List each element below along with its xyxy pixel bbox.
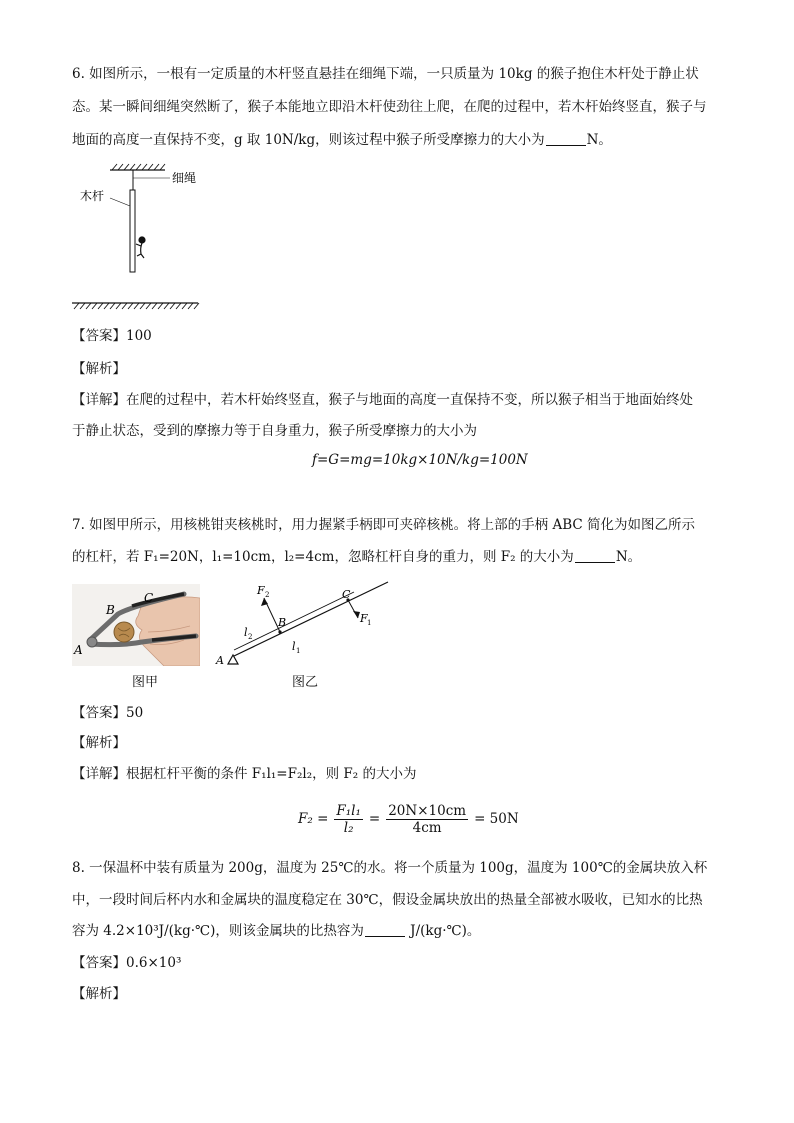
q6-text-line3	[72, 130, 722, 150]
q8-text-line3: 容为 4.2×10³J/(kg·℃)，则该金属块的比热容为 J/(kg·℃)。	[72, 923, 481, 939]
q6-text-line2: 态。某一瞬间细绳突然断了，猴子本能地立即沿木杆使劲往上爬，在爬的过程中，若木杆始终竖直，猴子与	[72, 99, 707, 115]
q8-text-line1: 8. 一保温杯中装有质量为 200g，温度为 25℃的水。将一个质量为 100g，温度为 100℃的金属块放入杯	[72, 860, 708, 876]
q6-monkey-pole-figure	[70, 158, 220, 308]
q6-label-rope: 细绳	[172, 171, 197, 185]
q8-answer-value: 0.6×10³	[126, 955, 182, 971]
q7-caption-a: 图甲	[132, 675, 159, 690]
q7-fig-b-label-l2-sub: 2	[248, 633, 253, 641]
q7-fig-b-label-A: A	[216, 654, 224, 667]
q6-answer-row	[72, 326, 722, 346]
q6-detail-line2: 于静止状态，受到的摩擦力等于自身重力，猴子所受摩擦力的大小为	[72, 423, 477, 439]
q8-answer-blank	[365, 922, 405, 937]
q7-fig-a-label-B: B	[106, 603, 115, 617]
q6-text-unit: N。	[586, 132, 612, 148]
q7-eq-fraction-1: $\frac{\text{F₁l₁}}{\text{l₂}}$	[336, 802, 361, 836]
q7-fig-b-label-C: C	[342, 588, 351, 601]
q7-eq-lhs: F₂ =	[298, 811, 329, 827]
q6-ground-figure	[70, 300, 202, 310]
q7-eq-result: = 50N	[474, 811, 519, 827]
q7-analysis-label: 【解析】	[72, 735, 126, 751]
q7-fig-b-label-l1-sub: 1	[296, 647, 301, 655]
q6-text-line3-main: 地面的高度一直保持不变，g 取 10N/kg，则该过程中猴子所受摩擦力的大小为	[72, 132, 545, 148]
monkey-icon	[136, 237, 145, 258]
q7-fig-a-label-C: C	[144, 591, 154, 605]
q6-answer-label: 【答案】	[72, 328, 126, 344]
q8-analysis-label: 【解析】	[72, 986, 126, 1002]
q6-label-pole: 木杆	[80, 189, 105, 203]
q7-fig-b-label-F1-sub: 1	[367, 619, 372, 627]
q7-fig-b-label-l2: l	[244, 626, 248, 639]
q6-analysis-label: 【解析】	[72, 361, 126, 377]
q7-answer-value: 50	[126, 705, 144, 721]
q7-answer-label: 【答案】	[72, 705, 126, 721]
q7-equation	[298, 798, 519, 840]
q7-detail-line1: 【详解】根据杠杆平衡的条件 F₁l₁=F₂l₂，则 F₂ 的大小为	[72, 766, 417, 782]
q7-figure-b-lever	[214, 578, 394, 670]
q7-fig-a-label-A: A	[74, 643, 83, 657]
q7-answer-row	[72, 703, 722, 723]
q7-fig-b-label-F2: F	[257, 584, 265, 597]
q7-fig-b-label-F2-sub: 2	[265, 591, 270, 599]
q6-detail-label: 【详解】	[72, 392, 126, 408]
q7-text-line2: 的杠杆，若 F₁=20N，l₁=10cm，l₂=4cm，忽略杠杆自身的重力，则 F₂ 的大小为 N。	[72, 549, 642, 565]
q7-fig-b-label-l1: l	[292, 640, 296, 653]
q6-text-line1: 6. 如图所示，一根有一定质量的木杆竖直悬挂在细绳下端，一只质量为 10kg 的猴子抱住木杆处于静止状	[72, 66, 699, 82]
q7-eq-equals: =	[368, 811, 381, 827]
q8-text-line2: 中，一段时间后杯内水和金属块的温度稳定在 30℃，假设金属块放出的热量全部被水吸收，已知水的比热	[72, 892, 703, 908]
q7-caption-b: 图乙	[292, 675, 319, 690]
q7-text-line1: 7. 如图甲所示，用核桃钳夹核桃时，用力握紧手柄即可夹碎核桃。将上部的手柄 ABC 简化为如图乙所示	[72, 517, 696, 533]
q7-detail-label: 【详解】	[72, 766, 126, 782]
q7-fig-b-label-F1: F	[360, 612, 368, 625]
q6-answer-value: 100	[126, 328, 152, 344]
q6-answer-blank	[546, 131, 586, 146]
q6-formula: f=G=mg=10kg×10N/kg=100N	[312, 452, 528, 468]
q6-detail-line1: 【详解】在爬的过程中，若木杆始终竖直，猴子与地面的高度一直保持不变，所以猴子相当于地面始终处	[72, 392, 693, 408]
q7-eq-fraction-2: $\frac{20N\times 10cm}{4cm}$	[388, 802, 467, 836]
q7-figure-a-nutcracker	[72, 584, 200, 666]
q8-answer-row	[72, 953, 722, 973]
q7-answer-blank	[575, 548, 615, 563]
q7-fig-b-label-B: B	[278, 616, 287, 629]
q8-answer-label: 【答案】	[72, 955, 126, 971]
